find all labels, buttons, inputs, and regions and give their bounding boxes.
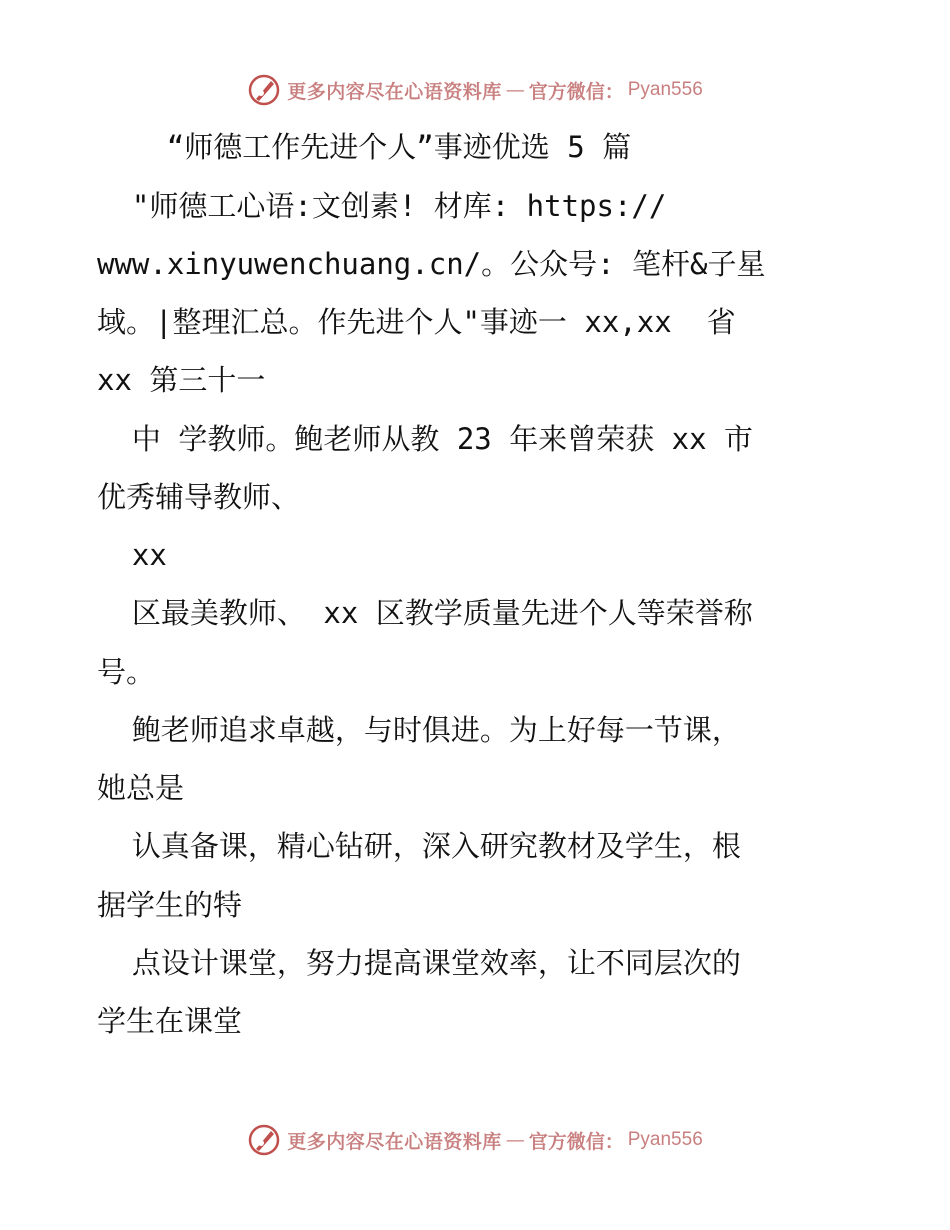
- watermark-handle: Pyan556: [627, 1129, 703, 1150]
- doc-line: 学生在课堂: [97, 1004, 243, 1038]
- doc-line: xx 第三十一: [97, 363, 266, 397]
- doc-line: 中 学教师。鲍老师从教 23 年来曾荣获 xx 市: [97, 422, 754, 456]
- doc-title: “师德工作先进个人”事迹优选 5 篇: [97, 130, 632, 164]
- doc-line: 鲍老师追求卓越，与时俱进。为上好每一节课，: [97, 713, 741, 747]
- watermark-label: 官方微信：: [528, 1130, 624, 1153]
- watermark-label: 官方微信：: [528, 80, 624, 103]
- doc-line: 认真备课，精心钻研，深入研究教材及学生，根: [97, 829, 741, 863]
- watermark-separator: —: [505, 79, 525, 101]
- doc-line: 号。: [97, 655, 156, 689]
- doc-line: www.xinyuwenchuang.cn/。公众号: 笔杆&子星: [97, 247, 766, 281]
- doc-line: xx: [97, 538, 167, 572]
- doc-line: 区最美教师、 xx 区教学质量先进个人等荣誉称: [97, 596, 753, 630]
- doc-line: 她总是: [97, 771, 185, 805]
- quill-pen-circle-icon: [247, 73, 281, 107]
- doc-line: 点设计课堂，努力提高课堂效率，让不同层次的: [97, 946, 741, 980]
- watermark-separator: —: [505, 1129, 525, 1151]
- doc-line: 域。|整理汇总。作先进个人"事迹一 xx,xx 省: [97, 305, 736, 339]
- watermark-footer: [0, 1120, 950, 1160]
- watermark-slogan: 更多内容尽在心语资料库: [287, 1130, 502, 1153]
- watermark-slogan: 更多内容尽在心语资料库: [287, 80, 502, 103]
- watermark-header: [0, 70, 950, 110]
- doc-line: 据学生的特: [97, 888, 243, 922]
- doc-line: "师德工心语:文创素! 材库: https://: [97, 189, 667, 223]
- doc-line: 优秀辅导教师、: [97, 480, 301, 514]
- watermark-handle: Pyan556: [627, 79, 703, 100]
- quill-pen-circle-icon: [247, 1123, 281, 1157]
